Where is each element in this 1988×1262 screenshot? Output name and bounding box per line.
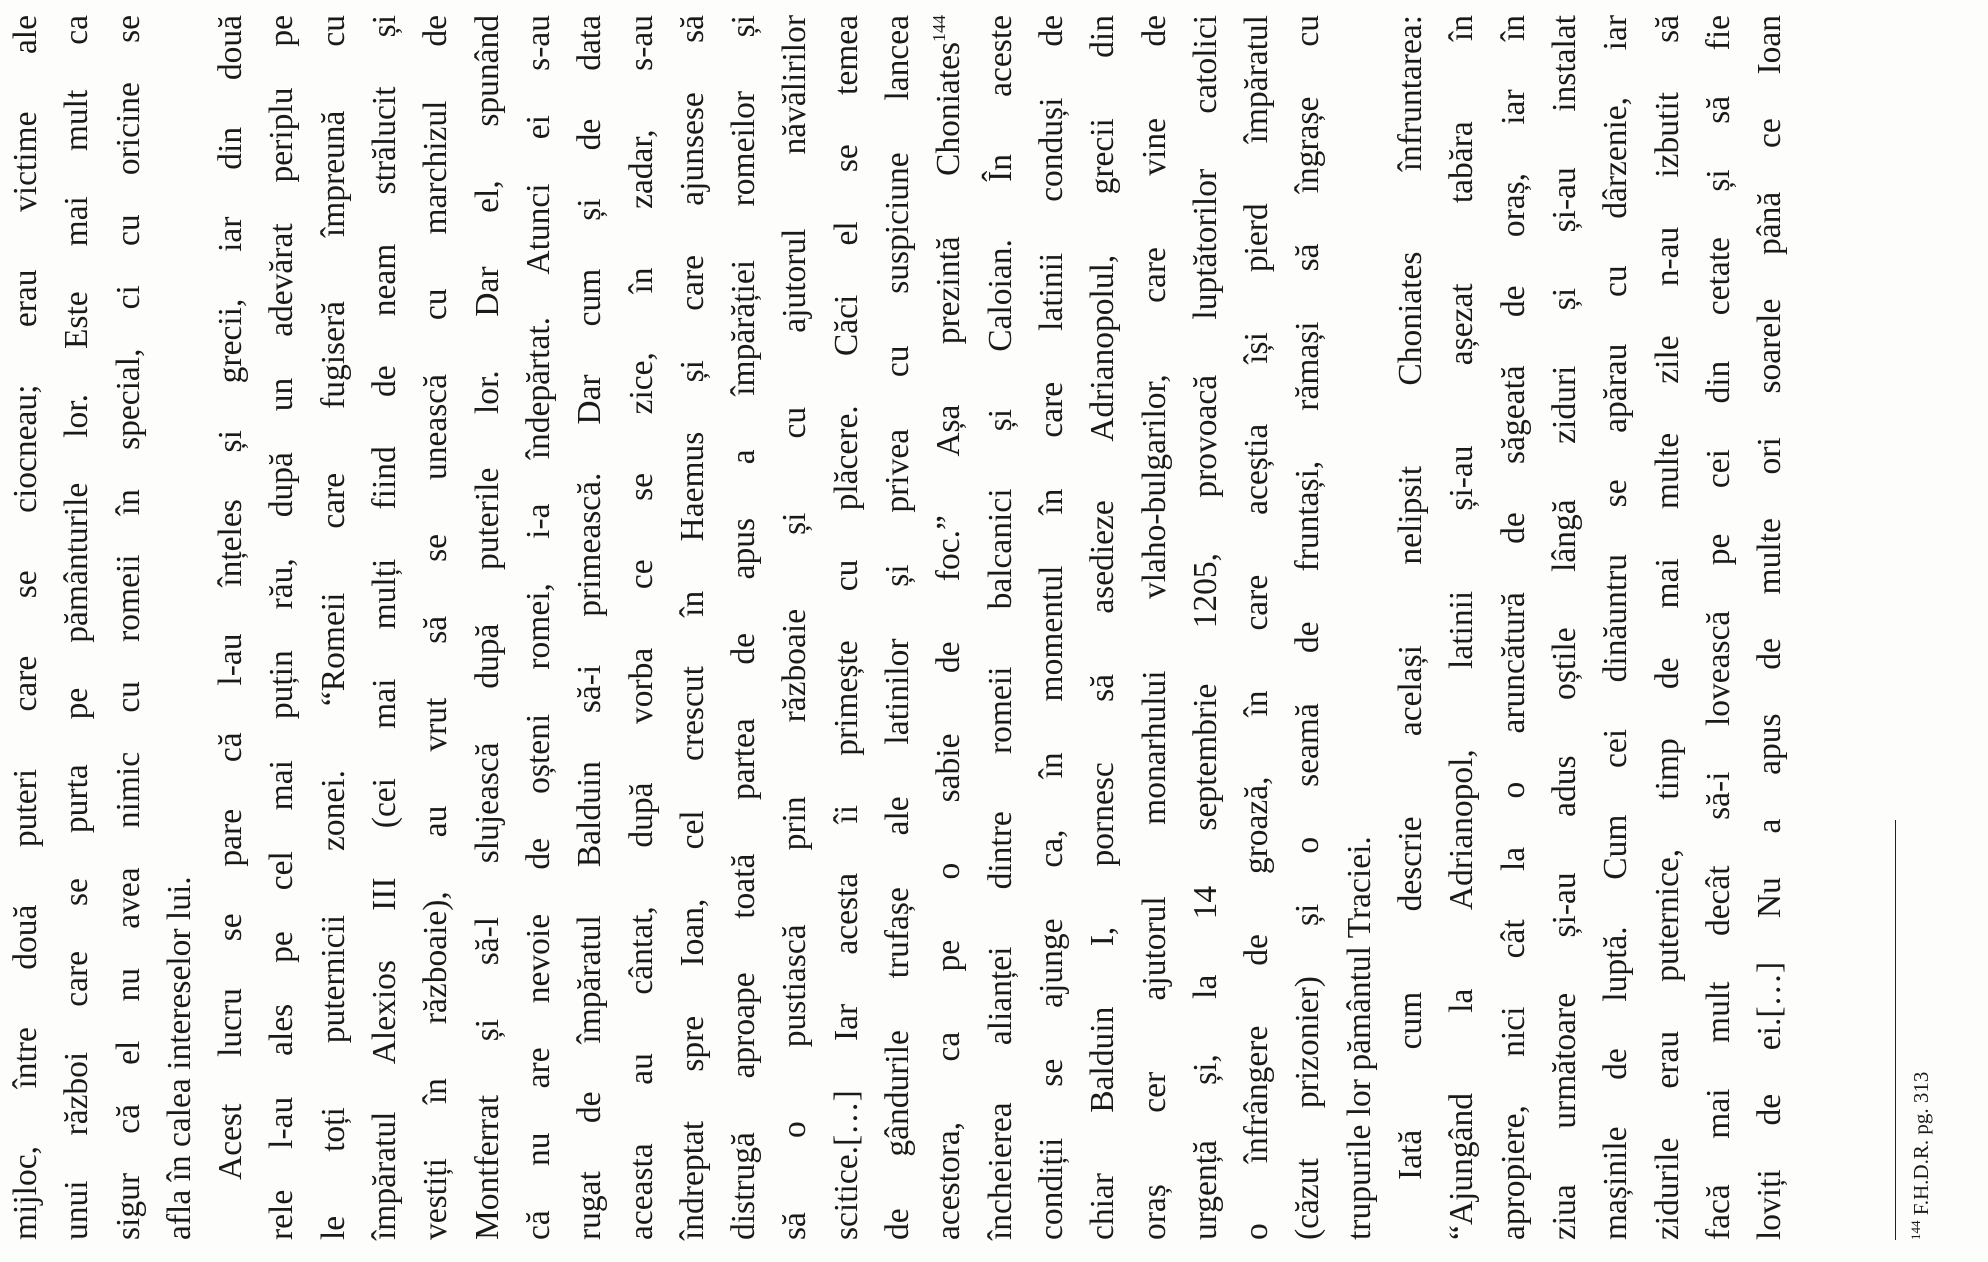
text-line: rugat de împăratul Balduin să-i primească. Dar cum și de data — [571, 15, 609, 1240]
text-line: încheierea alianței dintre romeii balcanici și Caloian. În aceste — [981, 15, 1019, 1240]
footnote-divider — [1895, 820, 1896, 1240]
text-line: oraș cer ajutorul monarhului vlaho-bulgarilor, care vine de — [1135, 15, 1173, 1240]
footnote-text: F.H.D.R. pg. 313 — [1909, 1071, 1933, 1216]
text-line: apropiere, nici cât la o aruncătură de săgeată de oraș, iar în — [1494, 15, 1532, 1240]
text-line: vestiți în războaie), au vrut să se unească cu marchizul de — [417, 15, 455, 1240]
text-line: Iată cum descrie același nelipsit Choniates înfruntarea: — [1392, 15, 1430, 1180]
text-line: îndreptat spre Ioan, cel crescut în Haemus și care ajunsese să — [673, 15, 711, 1240]
text-line: sigur că el nu avea nimic cu romeii în special, ci cu oricine se — [109, 15, 147, 1240]
text-line-content: acestora, ca pe o sabie de foc.” Așa prezintă Choniates — [930, 42, 968, 1240]
text-line: facă mai mult decât să-i lovească pe cei din cetate și să fie — [1699, 15, 1737, 1240]
footnote — [1908, 1072, 1934, 1240]
text-line: să o pustiască prin războaie și cu ajutorul năvălirilor — [776, 15, 814, 1240]
text-line: de gândurile trufașe ale latinilor și privea cu suspiciune lancea — [879, 15, 917, 1240]
body-text — [0, 15, 1795, 1240]
text-line: rele l-au ales pe cel mai puțin rău, după un adevărat periplu pe — [263, 15, 301, 1240]
text-line: (căzut prizonier) și o seamă de fruntași, rămași să îngrașe cu — [1289, 15, 1327, 1240]
text-line: scitice.[…] Iar acesta îi primește cu plăcere. Căci el se temea — [827, 15, 865, 1240]
text-line-with-footnote — [923, 15, 974, 1240]
text-line: afla în calea intereselor lui. — [160, 876, 198, 1240]
text-line: împăratul Alexios III (cei mai mulți fiind de neam strălucit și — [366, 15, 404, 1240]
text-line: chiar Balduin I, pornesc să asedieze Adrianopolul, grecii din — [1084, 15, 1122, 1240]
text-line: distrugă aproape toată partea de apus a împărăției romeilor și — [725, 15, 763, 1240]
text-line: zidurile erau puternice, timp de mai multe zile n-au izbutit să — [1648, 15, 1686, 1240]
text-line: că nu are nevoie de oșteni romei, i-a îndepărtat. Atunci ei s-au — [519, 15, 557, 1240]
text-line: aceasta au cântat, după vorba ce se zice, în zadar, s-au — [622, 15, 660, 1240]
footnote-number: 144 — [1908, 1220, 1923, 1240]
text-line: unui război care se purta pe pământurile lor. Este mai mult ca — [58, 15, 96, 1240]
paragraph-3 — [1385, 15, 1795, 1240]
text-line: urgență și, la 14 septembrie 1205, provoacă luptătorilor catolici — [1186, 15, 1224, 1240]
text-line: trupurile lor pământul Traciei. — [1340, 836, 1378, 1240]
text-line: loviți de ei.[…] Nu a apus de multe ori soarele până ce Ioan — [1751, 15, 1789, 1240]
paragraph-1 — [0, 15, 205, 1240]
text-line: Acest lucru se pare că l-au înțeles și grecii, iar din două — [212, 15, 250, 1180]
text-line: ziua următoare și-au adus oștile lângă ziduri și și-au instalat — [1545, 15, 1583, 1240]
text-line: le toți puternicii zonei. “Romeii care fugiseră împreună cu — [314, 15, 352, 1240]
text-line: mijloc, între două puteri care se ciocneau; erau victime ale — [7, 15, 44, 1240]
text-line: “Ajungând la Adrianopol, latinii și-au așezat tabăra în — [1443, 15, 1481, 1240]
text-line: Montferrat și să-l slujească după puterile lor. Dar el, spunând — [468, 15, 506, 1240]
text-line: condiții se ajunge ca, în momentul în care latinii conduși de — [1032, 15, 1070, 1240]
text-line: o înfrângere de groază, în care aceștia își pierd împăratul — [1238, 15, 1276, 1240]
footnote-reference: 144 — [929, 15, 950, 42]
paragraph-2 — [205, 15, 1385, 1240]
text-line: mașinile de luptă. Cum cei dinăuntru se apărau cu dârzenie, iar — [1597, 15, 1635, 1240]
